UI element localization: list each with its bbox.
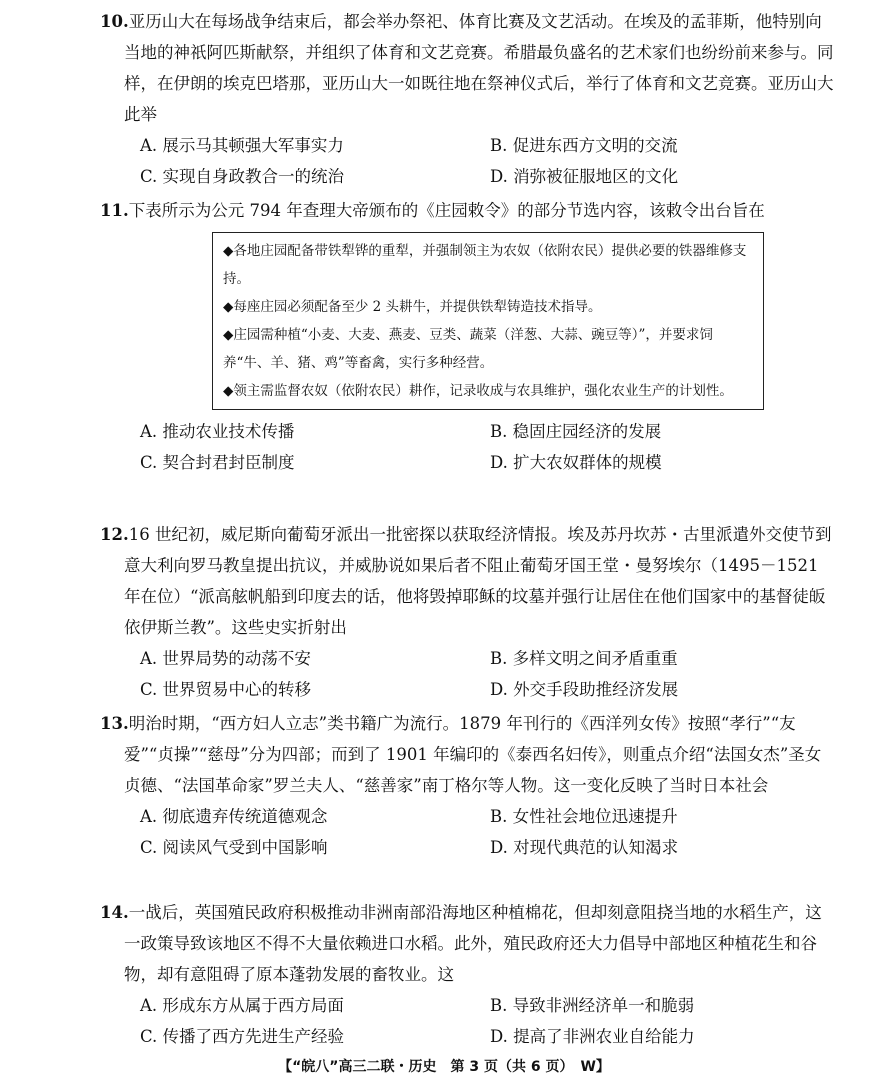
option-b[interactable]: B. 促进东西方文明的交流 bbox=[490, 136, 678, 155]
option-d[interactable]: D. 提高了非洲农业自给能力 bbox=[490, 1027, 695, 1046]
question-11 bbox=[100, 195, 835, 478]
option-d[interactable]: D. 消弥被征服地区的文化 bbox=[490, 167, 679, 186]
question-number: 12. bbox=[100, 525, 129, 544]
edict-excerpt-box bbox=[212, 232, 764, 410]
options bbox=[100, 990, 835, 1052]
page-footer: 【“皖八”高三二联・历史 第 3 页（共 6 页） W】 bbox=[278, 1059, 610, 1075]
option-c[interactable]: C. 阅读风气受到中国影响 bbox=[140, 838, 328, 857]
options bbox=[100, 801, 835, 863]
option-a[interactable]: A. 形成东方从属于西方局面 bbox=[140, 996, 344, 1015]
question-13 bbox=[100, 708, 835, 863]
option-c[interactable]: C. 传播了西方先进生产经验 bbox=[140, 1027, 345, 1046]
options bbox=[100, 130, 835, 192]
option-b[interactable]: B. 导致非洲经济单一和脆弱 bbox=[490, 996, 695, 1015]
question-stem: 14.一战后，英国殖民政府积极推动非洲南部沿海地区种植棉花，但却刻意阻挠当地的水稻生产，这一政策导致该地区不得不大量依赖进口水稻。此外，殖民政府还大力倡导中部地区种植花生和谷物，却有意阻碍了原本蓬勃发展的畜牧业。这 bbox=[100, 903, 822, 984]
question-number: 10. bbox=[100, 12, 129, 31]
excerpt-item: ◆领主需监督农奴（依附农民）耕作，记录收成与农具维护，强化农业生产的计划性。 bbox=[223, 383, 733, 399]
option-c[interactable]: C. 世界贸易中心的转移 bbox=[140, 680, 312, 699]
question-10 bbox=[100, 6, 835, 192]
question-stem: 11.下表所示为公元 794 年查理大帝颁布的《庄园敕令》的部分节选内容，该敕令出台旨在 bbox=[100, 201, 765, 220]
option-b[interactable]: B. 女性社会地位迅速提升 bbox=[490, 807, 678, 826]
option-a[interactable]: A. 彻底遗弃传统道德观念 bbox=[140, 807, 328, 826]
option-b[interactable]: B. 多样文明之间矛盾重重 bbox=[490, 649, 678, 668]
option-b[interactable]: B. 稳固庄园经济的发展 bbox=[490, 422, 662, 441]
question-number: 11. bbox=[100, 201, 129, 220]
excerpt-item: ◆各地庄园配备带铁犁铧的重犁，并强制领主为农奴（依附农民）提供必要的铁器维修支持。 bbox=[223, 243, 747, 287]
option-d[interactable]: D. 对现代典范的认知渴求 bbox=[490, 838, 679, 857]
option-c[interactable]: C. 实现自身政教合一的统治 bbox=[140, 167, 345, 186]
option-d[interactable]: D. 外交手段助推经济发展 bbox=[490, 680, 679, 699]
question-14 bbox=[100, 897, 835, 1052]
question-number: 14. bbox=[100, 903, 129, 922]
question-12 bbox=[100, 519, 835, 705]
option-a[interactable]: A. 展示马其顿强大军事实力 bbox=[140, 136, 344, 155]
options bbox=[100, 643, 835, 705]
excerpt-item: ◆庄园需种植“小麦、大麦、燕麦、豆类、蔬菜（洋葱、大蒜、豌豆等）”，并要求饲养“牛、羊、猪、鸡”等畜禽，实行多种经营。 bbox=[223, 327, 713, 371]
option-d[interactable]: D. 扩大农奴群体的规模 bbox=[490, 453, 662, 472]
excerpt-item: ◆每座庄园必须配备至少 2 头耕牛，并提供铁犁铸造技术指导。 bbox=[223, 299, 602, 315]
option-c[interactable]: C. 契合封君封臣制度 bbox=[140, 453, 295, 472]
option-a[interactable]: A. 推动农业技术传播 bbox=[140, 422, 295, 441]
options bbox=[100, 416, 835, 478]
option-a[interactable]: A. 世界局势的动荡不安 bbox=[140, 649, 311, 668]
question-stem: 12.16 世纪初，威尼斯向葡萄牙派出一批密探以获取经济情报。埃及苏丹坎苏・古里派遣外交使节到意大利向罗马教皇提出抗议，并威胁说如果后者不阻止葡萄牙国王堂・曼努埃尔（1495－1521 年在位）“派高舷帆船到印度去的话，他将毁掉耶稣的坟墓并强行让居住在他们国家中的基督徒皈依伊斯兰教”。这些史实折射出 bbox=[100, 525, 832, 637]
question-stem: 10.亚历山大在每场战争结束后，都会举办祭祀、体育比赛及文艺活动。在埃及的孟菲斯，他特别向当地的神祇阿匹斯献祭，并组织了体育和文艺竞赛。希腊最负盛名的艺术家们也纷纷前来参与。同样，在伊朗的埃克巴塔那，亚历山大一如既往地在祭神仪式后，举行了体育和文艺竞赛。亚历山大此举 bbox=[100, 12, 834, 124]
question-stem: 13.明治时期，“西方妇人立志”类书籍广为流行。1879 年刊行的《西洋列女传》按照“孝行”“友爱”“贞操”“慈母”分为四部；而到了 1901 年编印的《泰西名妇传》，则重点介绍“法国女杰”圣女贞德、“法国革命家”罗兰夫人、“慈善家”南丁格尔等人物。这一变化反映了当时日本社会 bbox=[100, 714, 822, 795]
question-number: 13. bbox=[100, 714, 129, 733]
